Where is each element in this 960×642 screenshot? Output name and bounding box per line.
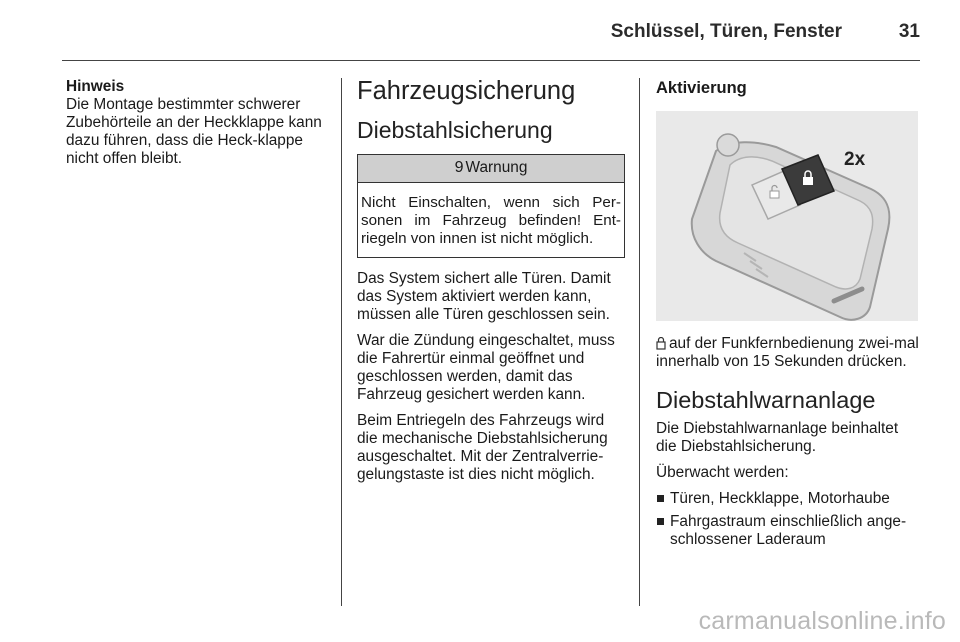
lock-icon [656,337,666,350]
bullet-icon [657,495,664,502]
car-key-fob-icon [656,111,918,321]
paragraph: Das System sichert alle Türen. Damit das System aktiviert werden kann, müssen alle Türen geschlossen sein. [357,270,611,323]
header-divider [62,60,920,61]
paragraph: Beim Entriegeln des Fahrzeugs wird die mechanische Diebstahlsicherung ausgeschaltet. Mit der Zentralverrie-gelungstaste ist dies nicht möglich. [357,412,608,483]
alarm-text: Die Diebstahlwarnanlage beinhaltet die Diebstahlsicherung. [656,420,899,455]
column-divider-left [341,78,342,606]
watermark: carmanualsonline.info [698,607,946,635]
column-divider-right [639,78,640,606]
page-number: 31 [898,21,920,42]
alarm-heading: Diebstahlwarnanlage [656,387,876,413]
warning-header [358,155,624,183]
note-text: Die Montage bestimmter schwerer Zubehörteile an der Heckklappe kann dazu führen, dass die Heck-klappe nicht offen bleibt. [66,96,322,167]
page-header-title: Schlüssel, Türen, Fenster [610,21,842,42]
monitored-label: Überwacht werden: [656,464,789,481]
warning-text: Nicht Einschalten, wenn sich Per-sonen im Fahrzeug befinden! Ent-riegeln von innen ist nicht möglich. [361,194,621,247]
press-count-label: 2x [844,149,866,170]
subsection-heading: Diebstahlsicherung [357,117,553,143]
note-heading: Hinweis [66,78,125,95]
paragraph: War die Zündung eingeschaltet, muss die Fahrertür einmal geöffnet und geschlossen werden, damit das Fahrzeug gesichert werden kann. [357,332,615,403]
bullet-icon [657,518,664,525]
list-item: Fahrgastraum einschließlich ange-schlossener Laderaum [656,513,922,549]
list-item: Türen, Heckklappe, Motorhaube [656,490,922,508]
activation-instruction: auf der Funkfernbedienung zwei-mal innerhalb von 15 Sekunden drücken. [656,335,919,370]
section-heading: Fahrzeugsicherung [357,77,576,105]
column-3 [656,78,922,554]
warning-box [357,154,625,258]
activation-heading: Aktivierung [656,79,747,97]
column-1 [66,78,328,168]
monitored-list [656,490,922,549]
column-2 [357,78,625,492]
warning-title: Warnung [465,159,528,176]
warning-symbol-icon: 9 [454,159,464,176]
